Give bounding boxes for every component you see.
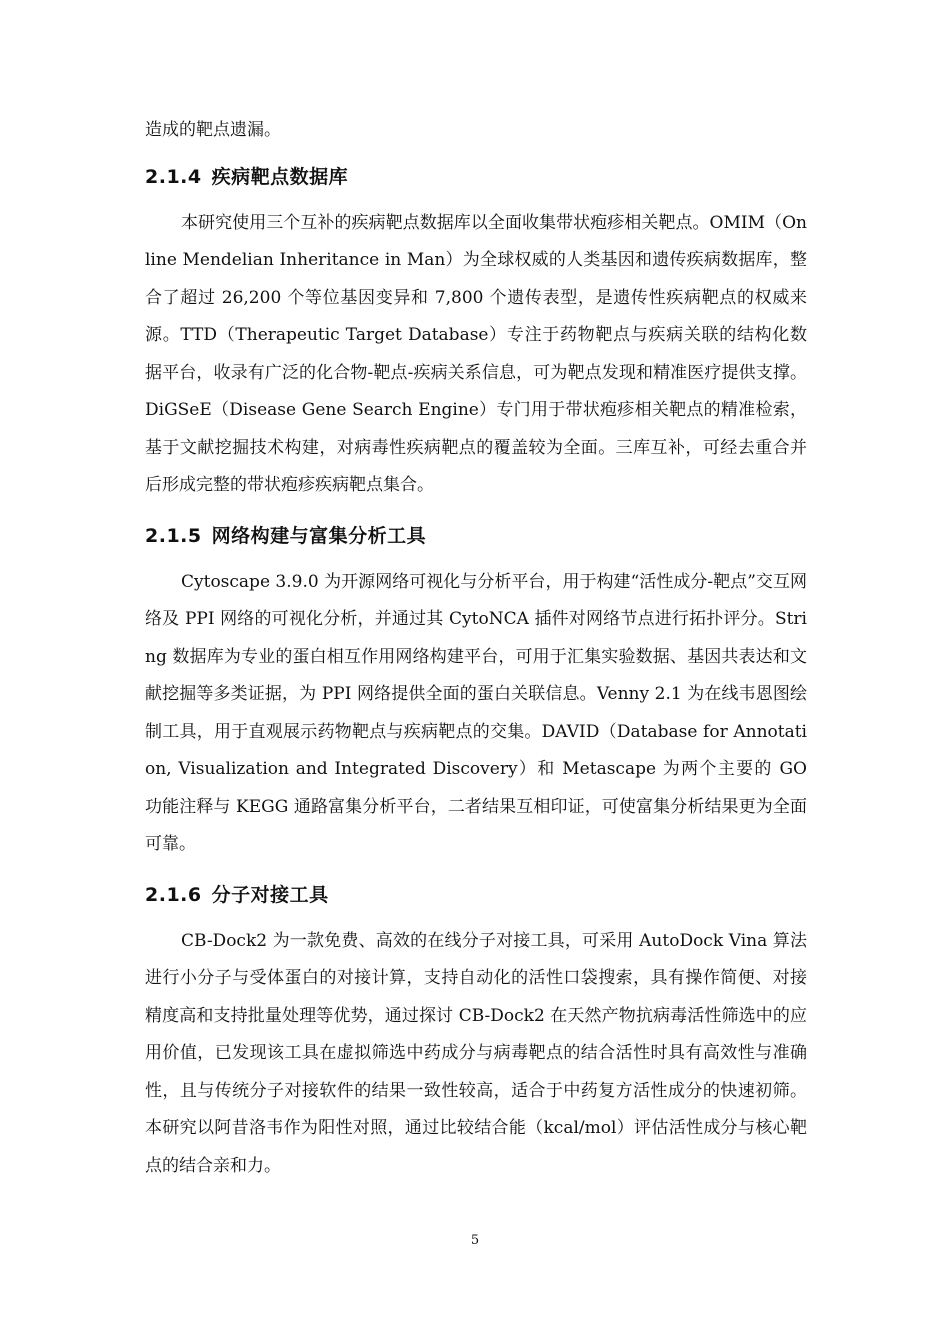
section-heading bbox=[145, 878, 807, 912]
page-number: 5 bbox=[470, 1233, 480, 1248]
section-title: 网络构建与富集分析工具 bbox=[211, 524, 427, 547]
section-2-1-5 bbox=[145, 519, 807, 864]
section-title: 分子对接工具 bbox=[211, 883, 329, 906]
section-heading bbox=[145, 160, 807, 194]
section-number: 2.1.4 bbox=[145, 165, 202, 188]
page-content bbox=[145, 112, 807, 1185]
section-title: 疾病靶点数据库 bbox=[211, 165, 349, 188]
section-2-1-6 bbox=[145, 878, 807, 1186]
section-2-1-4 bbox=[145, 160, 807, 505]
section-paragraph: CB-Dock2 为一款免费、高效的在线分子对接工具，可采用 AutoDock Vina 算法进行小分子与受体蛋白的对接计算，支持自动化的活性口袋搜索，具有操作简便、对接精度高和支持批量处理等优势，通过探讨 CB-Dock2 在天然产物抗病毒活性筛选中的应用价值，已发现该工具在虚拟筛选中药成分与病毒靶点的结合活性时具有高效性与准确性，且与传统分子对接软件的结果一致性较高，适合于中药复方活性成分的快速初筛。本研究以阿昔洛韦作为阳性对照，通过比较结合能（kcal/mol）评估活性成分与核心靶点的结合亲和力。 bbox=[145, 930, 807, 1176]
section-number: 2.1.6 bbox=[145, 883, 202, 906]
section-paragraph: Cytoscape 3.9.0 为开源网络可视化与分析平台，用于构建“活性成分-靶点”交互网络及 PPI 网络的可视化分析，并通过其 CytoNCA 插件对网络节点进行拓扑评分。String 数据库为专业的蛋白相互作用网络构建平台，可用于汇集实验数据、基因共表达和文献挖掘等多类证据，为 PPI 网络提供全面的蛋白关联信息。Venny 2.1 为在线韦恩图绘制工具，用于直观展示药物靶点与疾病靶点的交集。DAVID（Database for Annotation, Visualization and Integrated Discovery）和 Metascape 为两个主要的 GO 功能注释与 KEGG 通路富集分析平台，二者结果互相印证，可使富集分析结果更为全面可靠。 bbox=[145, 571, 807, 854]
carryover-paragraph: 造成的靶点遗漏。 bbox=[145, 120, 281, 140]
section-heading bbox=[145, 519, 807, 553]
section-paragraph: 本研究使用三个互补的疾病靶点数据库以全面收集带状疱疹相关靶点。OMIM（Online Mendelian Inheritance in Man）为全球权威的人类基因和遗传疾病数据库，整合了超过 26,200 个等位基因变异和 7,800 个遗传表型，是遗传性疾病靶点的权威来源。TTD（Therapeutic Target Database）专注于药物靶点与疾病关联的结构化数据平台，收录有广泛的化合物-靶点-疾病关系信息，可为靶点发现和精准医疗提供支撑。DiGSeE（Disease Gene Search Engine）专门用于带状疱疹相关靶点的精准检索，基于文献挖掘技术构建，对病毒性疾病靶点的覆盖较为全面。三库互补，可经去重合并后形成完整的带状疱疹疾病靶点集合。 bbox=[145, 212, 807, 495]
section-number: 2.1.5 bbox=[145, 524, 202, 547]
